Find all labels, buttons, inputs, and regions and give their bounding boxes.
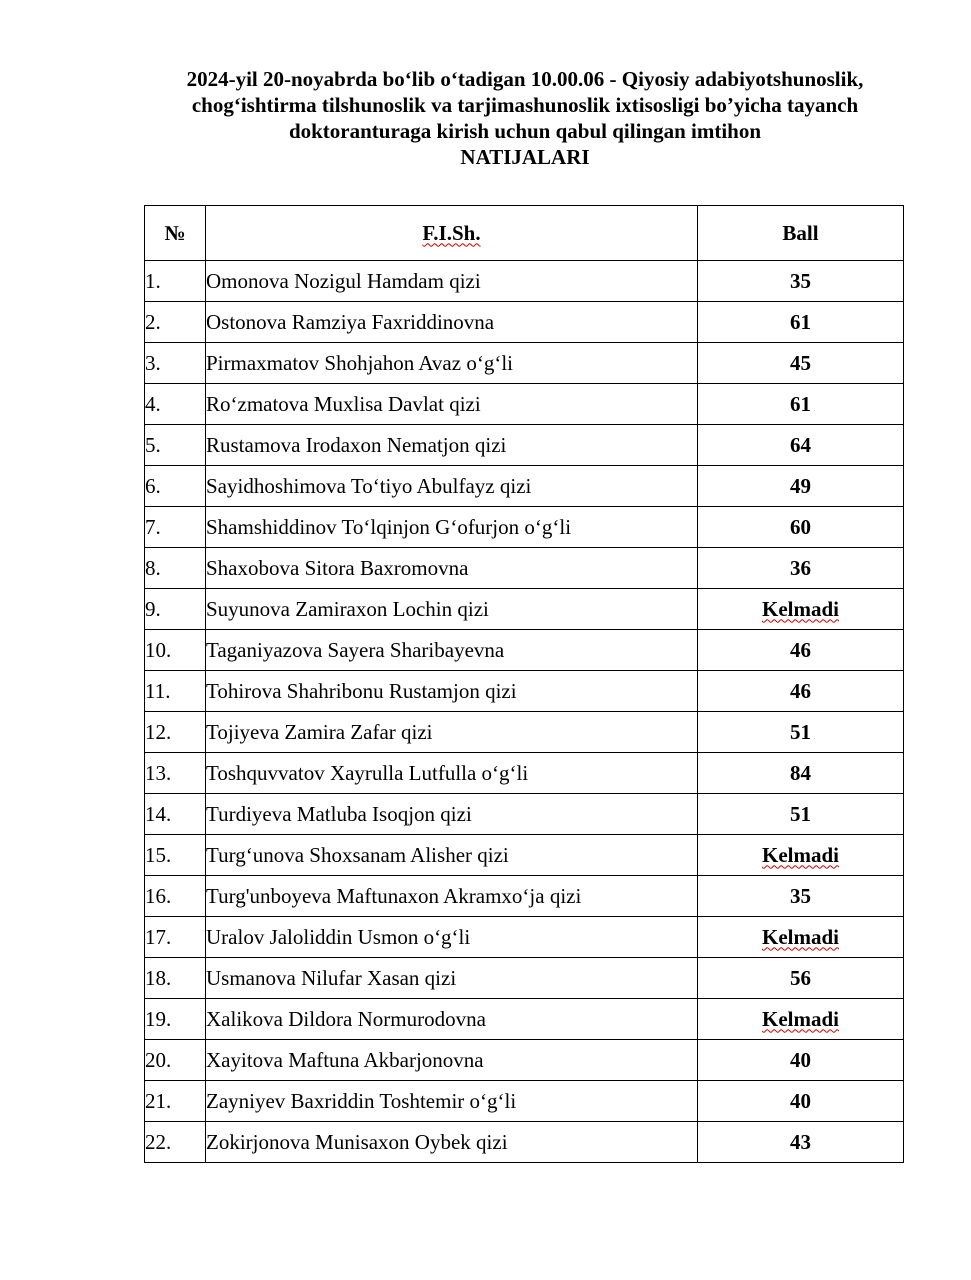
row-full-name: Suyunova Zamiraxon Lochin qizi: [206, 589, 698, 630]
row-ball: 35: [698, 876, 904, 917]
table-row: [145, 507, 904, 548]
row-full-name: Uralov Jaloliddin Usmon o‘g‘li: [206, 917, 698, 958]
table-row: [145, 917, 904, 958]
row-number: 18.: [145, 958, 206, 999]
row-ball: 45: [698, 343, 904, 384]
table-body: [145, 261, 904, 1163]
row-number: 17.: [145, 917, 206, 958]
row-full-name: Toshquvvatov Xayrulla Lutfulla o‘g‘li: [206, 753, 698, 794]
row-number: 10.: [145, 630, 206, 671]
table-row: [145, 630, 904, 671]
table-row: [145, 671, 904, 712]
table-row: [145, 1122, 904, 1163]
row-full-name: Turdiyeva Matluba Isoqjon qizi: [206, 794, 698, 835]
row-full-name: Shamshiddinov To‘lqinjon G‘ofurjon o‘g‘li: [206, 507, 698, 548]
row-ball: [698, 917, 904, 958]
row-ball: [698, 999, 904, 1040]
row-number: 1.: [145, 261, 206, 302]
row-full-name: Sayidhoshimova To‘tiyo Abulfayz qizi: [206, 466, 698, 507]
table-row: [145, 589, 904, 630]
row-number: 20.: [145, 1040, 206, 1081]
row-number: 3.: [145, 343, 206, 384]
table-row: [145, 1040, 904, 1081]
row-full-name: Xayitova Maftuna Akbarjonovna: [206, 1040, 698, 1081]
row-full-name: Pirmaxmatov Shohjahon Avaz o‘g‘li: [206, 343, 698, 384]
table-row: [145, 425, 904, 466]
table-header-row: [145, 206, 904, 261]
table-row: [145, 261, 904, 302]
row-full-name: Tohirova Shahribonu Rustamjon qizi: [206, 671, 698, 712]
row-ball: 40: [698, 1081, 904, 1122]
row-full-name: Zayniyev Baxriddin Toshtemir o‘g‘li: [206, 1081, 698, 1122]
table-row: [145, 794, 904, 835]
row-ball: 36: [698, 548, 904, 589]
row-full-name: Ro‘zmatova Muxlisa Davlat qizi: [206, 384, 698, 425]
table-row: [145, 343, 904, 384]
table-row: [145, 548, 904, 589]
row-number: 14.: [145, 794, 206, 835]
table-row: [145, 876, 904, 917]
row-number: 4.: [145, 384, 206, 425]
row-full-name: Turg‘unova Shoxsanam Alisher qizi: [206, 835, 698, 876]
row-full-name: Ostonova Ramziya Faxriddinovna: [206, 302, 698, 343]
row-ball-text: Kelmadi: [762, 596, 839, 621]
row-number: 9.: [145, 589, 206, 630]
row-ball-text: Kelmadi: [762, 1006, 839, 1031]
row-ball-text: Kelmadi: [762, 924, 839, 949]
row-ball: 61: [698, 384, 904, 425]
row-number: 5.: [145, 425, 206, 466]
row-number: 7.: [145, 507, 206, 548]
row-ball: [698, 589, 904, 630]
row-full-name: Taganiyazova Sayera Sharibayevna: [206, 630, 698, 671]
row-number: 21.: [145, 1081, 206, 1122]
row-full-name: Shaxobova Sitora Baxromovna: [206, 548, 698, 589]
results-table: [144, 205, 904, 1163]
row-ball: 51: [698, 712, 904, 753]
title-line-1: 2024-yil 20-noyabrda bo‘lib o‘tadigan 10.00.06 - Qiyosiy adabiyotshunoslik,: [186, 67, 864, 91]
row-full-name: Zokirjonova Munisaxon Oybek qizi: [206, 1122, 698, 1163]
table-row: [145, 958, 904, 999]
title-line-3: doktoranturaga kirish uchun qabul qilingan imtihon: [288, 119, 762, 143]
row-ball: 61: [698, 302, 904, 343]
row-number: 13.: [145, 753, 206, 794]
row-number: 22.: [145, 1122, 206, 1163]
row-number: 12.: [145, 712, 206, 753]
table-row: [145, 302, 904, 343]
row-number: 15.: [145, 835, 206, 876]
row-number: 6.: [145, 466, 206, 507]
title-line-4: NATIJALARI: [460, 145, 590, 169]
row-number: 2.: [145, 302, 206, 343]
document-title: [90, 66, 960, 170]
row-ball: 84: [698, 753, 904, 794]
header-full-name-text: F.I.Sh.: [422, 220, 481, 245]
row-full-name: Turg'unboyeva Maftunaxon Akramxo‘ja qizi: [206, 876, 698, 917]
row-ball: 60: [698, 507, 904, 548]
row-full-name: Omonova Nozigul Hamdam qizi: [206, 261, 698, 302]
row-ball: 35: [698, 261, 904, 302]
title-line-2: chog‘ishtirma tilshunoslik va tarjimashunoslik ixtisosligi bo’yicha tayanch: [191, 93, 859, 117]
row-ball: 46: [698, 671, 904, 712]
row-ball: 43: [698, 1122, 904, 1163]
row-ball: 56: [698, 958, 904, 999]
row-ball-text: Kelmadi: [762, 842, 839, 867]
row-number: 8.: [145, 548, 206, 589]
table-row: [145, 466, 904, 507]
header-number: №: [145, 206, 206, 261]
table-row: [145, 712, 904, 753]
row-ball: [698, 835, 904, 876]
table-row: [145, 753, 904, 794]
header-full-name: [206, 206, 698, 261]
table-row: [145, 999, 904, 1040]
header-ball: Ball: [698, 206, 904, 261]
row-full-name: Tojiyeva Zamira Zafar qizi: [206, 712, 698, 753]
table-row: [145, 384, 904, 425]
row-ball: 49: [698, 466, 904, 507]
row-ball: 46: [698, 630, 904, 671]
row-ball: 51: [698, 794, 904, 835]
table-row: [145, 835, 904, 876]
row-ball: 40: [698, 1040, 904, 1081]
row-full-name: Usmanova Nilufar Xasan qizi: [206, 958, 698, 999]
row-number: 16.: [145, 876, 206, 917]
row-number: 19.: [145, 999, 206, 1040]
row-ball: 64: [698, 425, 904, 466]
table-row: [145, 1081, 904, 1122]
row-full-name: Xalikova Dildora Normurodovna: [206, 999, 698, 1040]
row-full-name: Rustamova Irodaxon Nematjon qizi: [206, 425, 698, 466]
row-number: 11.: [145, 671, 206, 712]
